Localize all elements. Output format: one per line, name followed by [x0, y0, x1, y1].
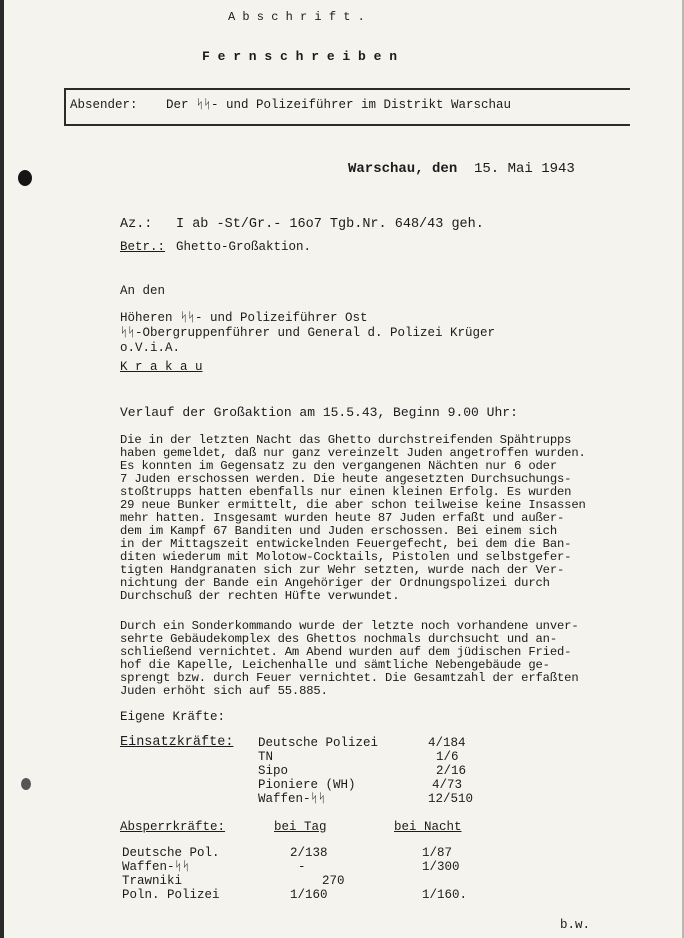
paragraph2-line: Juden erhöht sich auf 55.885. [120, 684, 328, 698]
sender-value: Der ᛋᛋ- und Polizeiführer im Distrikt Warschau [166, 98, 512, 112]
absperr-unit: Waffen-ᛋᛋ [122, 860, 190, 874]
forces-heading: Eigene Kräfte: [120, 710, 226, 724]
einsatz-value: 4/73 [432, 778, 463, 792]
az-label: Az.: [120, 217, 153, 232]
paragraph1-line: Durchschuß der rechten Hüfte verwundet. [120, 589, 400, 603]
absperr-day: - [298, 860, 306, 874]
paragraph1-line: haben gemeldet, daß nur ganz vereinzelt Juden angetroffen wurden. [120, 446, 586, 460]
header-rule-left [64, 88, 66, 124]
einsatz-label: Einsatzkräfte: [120, 735, 234, 750]
paragraph1-line: nichtung der Bande ein Angehöriger der Ordnungspolizei durch [120, 576, 550, 590]
sender-label: Absender: [70, 98, 138, 112]
copy-mark: A b s c h r i f t . [228, 10, 365, 24]
paragraph1-line: in der Mittagszeit entwickelnden Feuergefecht, bei dem die Ban- [120, 537, 572, 551]
header-rule-top [64, 88, 630, 90]
absperr-unit: Trawniki [122, 874, 183, 888]
date-place: Warschau, den [348, 161, 458, 177]
paragraph1-line: tigten Handgranaten sich zur Wehr setzten, wurde nach der Ver- [120, 563, 565, 577]
einsatz-unit: TN [258, 750, 274, 764]
einsatz-value: 12/510 [428, 792, 474, 806]
betr-value: Ghetto-Großaktion. [176, 240, 312, 254]
absperr-night: 1/300 [422, 860, 460, 874]
absperr-night: 1/87 [422, 846, 453, 860]
recipient-line: Höheren ᛋᛋ- und Polizeiführer Ost [120, 311, 368, 325]
paragraph1-line: 7 Juden erschossen werden. Die heute angesetzten Durchsuchungs- [120, 472, 572, 486]
einsatz-unit: Waffen-ᛋᛋ [258, 792, 326, 806]
az-value: I ab -St/Gr.- 16o7 Tgb.Nr. 648/43 geh. [176, 217, 484, 232]
report-heading: Verlauf der Großaktion am 15.5.43, Beginn 9.00 Uhr: [120, 405, 518, 420]
paragraph1-line: 29 neue Bunker ermittelt, die aber schon teilweise keine Insassen [120, 498, 586, 512]
einsatz-value: 2/16 [436, 764, 467, 778]
continuation-mark: b.w. [560, 918, 591, 932]
column-header-day: bei Tag [274, 820, 327, 834]
paragraph1-line: mehr hatten. Insgesamt wurden heute 87 Juden erfaßt und außer- [120, 511, 565, 525]
document-type: F e r n s c h r e i b e n [202, 49, 398, 64]
paragraph1-line: dem im Kampf 67 Banditen und Juden erschossen. Bei einem sich [120, 524, 557, 538]
absperr-unit: Deutsche Pol. [122, 846, 220, 860]
einsatz-unit: Deutsche Polizei [258, 736, 379, 750]
paragraph2-line: sehrte Gebäudekomplex des Ghettos nochmals durchsucht und an- [120, 632, 557, 646]
recipient-line: ᛋᛋ-Obergruppenführer und General d. Polizei Krüger [120, 326, 496, 340]
einsatz-value: 1/6 [436, 750, 459, 764]
paragraph1-line: Die in der letzten Nacht das Ghetto durchstreifenden Spähtrupps [120, 433, 572, 447]
absperr-day: 1/160 [290, 888, 328, 902]
paragraph2-line: sprengt bzw. durch Feuer vernichtet. Die Gesamtzahl der erfaßten [120, 671, 579, 685]
recipient-city: K r a k a u [120, 360, 203, 374]
einsatz-value: 4/184 [428, 736, 466, 750]
absperr-day: 270 [322, 874, 345, 888]
paragraph2-line: hof die Kapelle, Leichenhalle und sämtliche Nebengebäude ge- [120, 658, 550, 672]
recipient-line: o.V.i.A. [120, 341, 181, 355]
absperr-day: 2/138 [290, 846, 328, 860]
paragraph1-line: diten wiederum mit Molotow-Cocktails, Pistolen und selbstgefer- [120, 550, 572, 564]
betr-label: Betr.: [120, 240, 166, 254]
recipient-line: An den [120, 284, 166, 298]
punch-hole-top [18, 170, 32, 186]
date-value: 15. Mai 1943 [474, 161, 575, 177]
header-rule-bottom [64, 124, 630, 126]
absperr-night: 1/160. [422, 888, 468, 902]
paragraph1-line: stoßtrupps hatten ebenfalls nur einen kleinen Erfolg. Es wurden [120, 485, 572, 499]
absperr-label: Absperrkräfte: [120, 820, 226, 834]
punch-hole-bottom [21, 778, 31, 790]
paragraph1-line: Es konnten im Gegensatz zu den vergangenen Nächten nur 6 oder [120, 459, 557, 473]
einsatz-unit: Sipo [258, 764, 289, 778]
paragraph2-line: schließend vernichtet. Am Abend wurden auf dem jüdischen Fried- [120, 645, 572, 659]
paragraph2-line: Durch ein Sonderkommando wurde der letzte noch vorhandene unver- [120, 619, 579, 633]
column-header-night: bei Nacht [394, 820, 462, 834]
absperr-unit: Poln. Polizei [122, 888, 220, 902]
einsatz-unit: Pioniere (WH) [258, 778, 356, 792]
